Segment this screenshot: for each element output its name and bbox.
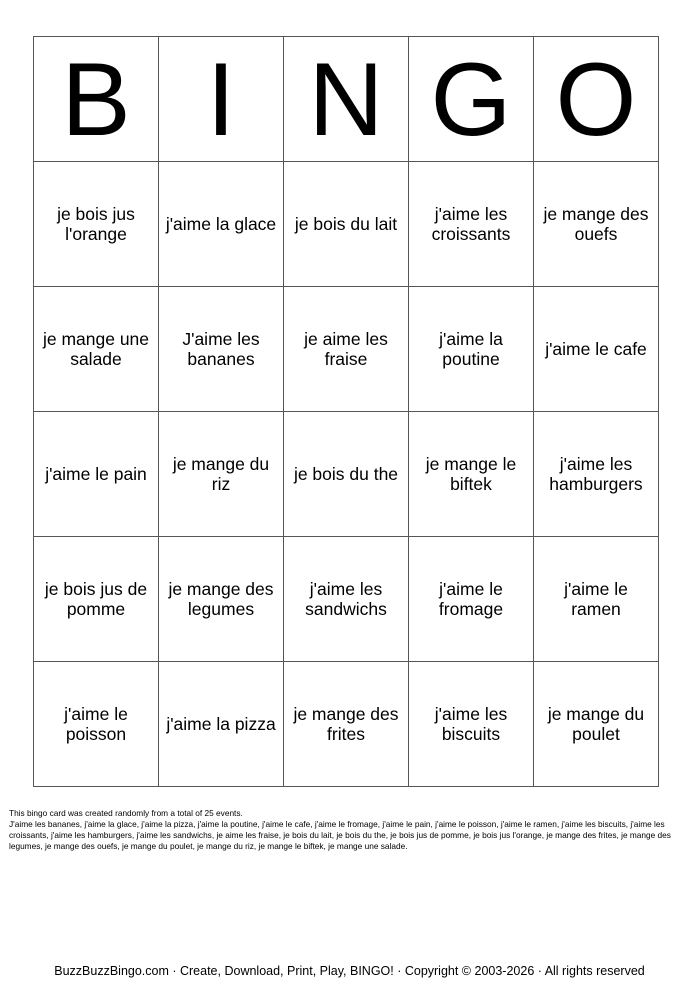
bingo-cell: je aime les fraise — [284, 287, 409, 412]
bingo-cell: je bois du lait — [284, 162, 409, 287]
page-footer: BuzzBuzzBingo.com · Create, Download, Print, Play, BINGO! · Copyright © 2003-2026 · All rights reserved — [54, 964, 645, 978]
bingo-cell: J'aime les bananes — [159, 287, 284, 412]
header-row — [34, 37, 659, 162]
bingo-cell: j'aime le cafe — [534, 287, 659, 412]
bingo-cell: j'aime le pain — [34, 412, 159, 537]
bingo-cell: j'aime la pizza — [159, 662, 284, 787]
bingo-cell: je bois jus l'orange — [34, 162, 159, 287]
notes-intro: This bingo card was created randomly from a total of 25 events. — [9, 808, 243, 818]
bingo-cell: je mange des legumes — [159, 537, 284, 662]
bingo-cell: je bois du the — [284, 412, 409, 537]
bingo-cell: j'aime la poutine — [409, 287, 534, 412]
bingo-cell: je mange des frites — [284, 662, 409, 787]
grid-row — [34, 162, 659, 287]
card-notes — [9, 808, 681, 852]
bingo-cell: je bois jus de pomme — [34, 537, 159, 662]
header-letter-g: G — [409, 37, 534, 162]
bingo-cell: j'aime les sandwichs — [284, 537, 409, 662]
bingo-cell: j'aime le ramen — [534, 537, 659, 662]
bingo-cell: je mange des ouefs — [534, 162, 659, 287]
header-letter-n: N — [284, 37, 409, 162]
grid-row — [34, 287, 659, 412]
notes-event-list: J'aime les bananes, j'aime la glace, j'aime la pizza, j'aime la poutine, j'aime le cafe, j'aime le fromage, j'aime le pain, j'aime le poisson, j'aime le ramen, j'aime les biscuits, j'aime les croissants, j'aime les hamburgers, j'aime les sandwichs, je aime les fraise, je bois du lait, je bois du the, je bois jus de pomme, je bois jus l'orange, je mange des frites, je mange des legumes, je mange des ouefs, je mange du poulet, je mange du riz, je mange le biftek, je mange une salade. — [9, 819, 671, 851]
bingo-cell: j'aime les biscuits — [409, 662, 534, 787]
bingo-cell: j'aime le poisson — [34, 662, 159, 787]
bingo-cell: je mange le biftek — [409, 412, 534, 537]
bingo-cell: j'aime la glace — [159, 162, 284, 287]
grid-row — [34, 537, 659, 662]
header-letter-i: I — [159, 37, 284, 162]
bingo-cell: je mange une salade — [34, 287, 159, 412]
bingo-cell: j'aime les hamburgers — [534, 412, 659, 537]
bingo-cell: j'aime le fromage — [409, 537, 534, 662]
grid-row — [34, 662, 659, 787]
bingo-cell: je mange du poulet — [534, 662, 659, 787]
grid-row — [34, 412, 659, 537]
header-letter-b: B — [34, 37, 159, 162]
bingo-card — [33, 36, 659, 787]
bingo-cell: j'aime les croissants — [409, 162, 534, 287]
bingo-cell: je mange du riz — [159, 412, 284, 537]
header-letter-o: O — [534, 37, 659, 162]
